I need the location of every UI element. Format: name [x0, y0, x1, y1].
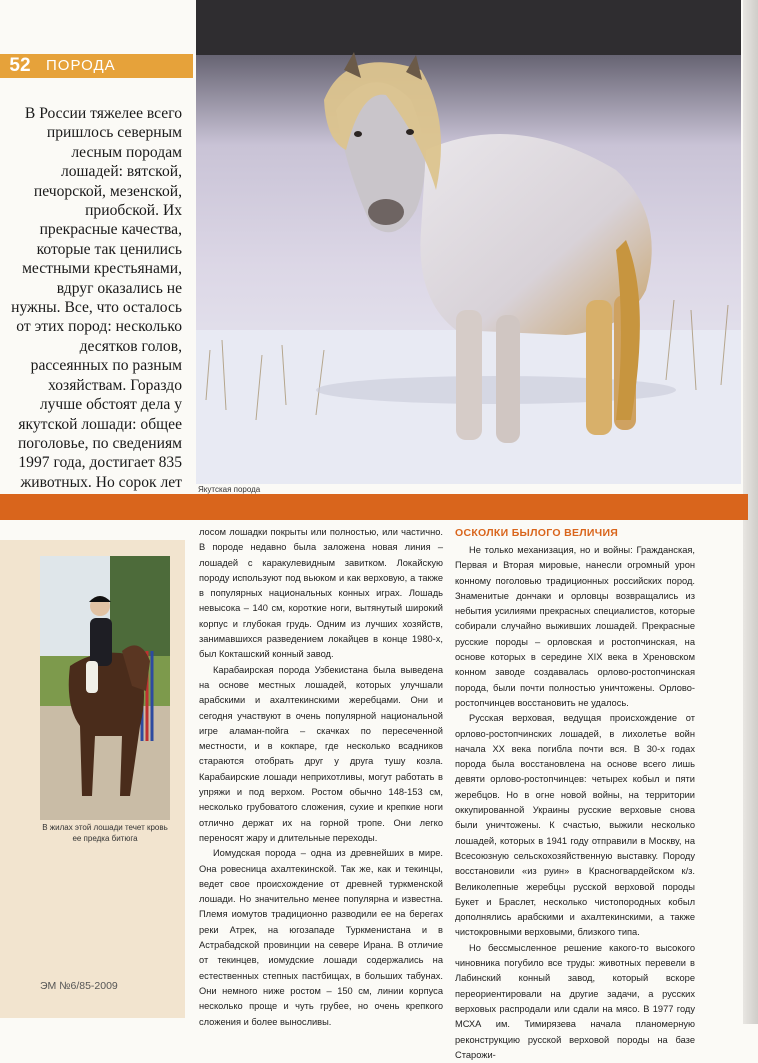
yakut-horse-photo — [196, 0, 741, 484]
column1-paragraph: Иомудская порода – одна из древнейших в мире. Она ровесница ахалтекинской. Так же, как и текинцы, ведет свое происхождение от древней туркменской лошади. Но значительно менее популярна и известна. Племя иомутов традиционно разводили ее на берегах реки Атрек, на югозападе Туркменистана и в Астрабадской провинции на севере Ирана. В отличие от текинцев, иомудские лошади содержались на естественных степных пастбищах, в больших табунах. Они немного ниже ростом – 150 см, линии корпуса несколько проще и чуть грубее, но очень крепкого сложения и более выносливы. — [199, 848, 443, 1027]
section-title: ПОРОДА — [40, 54, 193, 78]
article-column-1 — [199, 525, 443, 1030]
main-photo-caption: Якутская порода — [198, 485, 261, 494]
column1-paragraph: Карабаирская порода Узбекистана была выведена на основе местных лошадей, которых улучшали арабскими и ахалтекинскими жеребцами. Они и сегодня участвуют в очень популярной национальной игре аламан-пойга – скачках по пересеченной местности, и в кокпаре, где несколько всадников стараются отобрать друг у друга тушу козла. Карабаирские лошади неприхотливы, могут работать в упряжи и под верхом. Ростом обычно 148-153 см, несколько грубоватого сложения, сухие и крепкие ноги отлично держат их на горной тропе. Они легко переносят жару и длительные переходы. — [199, 664, 443, 843]
side-photo-caption: В жилах этой лошади течет кровь ее предка битюга — [42, 823, 168, 843]
column2-paragraph: Но бессмысленное решение какого-то высокого чиновника погубило все труды: животных перевели в Лабинский конный завод, который вскоре переориентировали на другие задачи, а русских верховых распродали или сдали на мясо. В 1977 году МСХА им. Тимирязева начала планомерную реконструкцию русской верховой породы на базе Старожи- — [455, 942, 695, 1060]
article-column-2 — [455, 543, 695, 1063]
orange-divider-band — [0, 494, 748, 520]
page-number: 52 — [0, 54, 40, 78]
yakut-horse-illustration — [196, 0, 741, 484]
column2-paragraph: Не только механизация, но и войны: Гражданская, Первая и Вторая мировые, нанесли огромный урон конному поголовью традиционных российских пород. Знаменитые дончаки и орловцы возвращались из небытия усилиями прекрасных специалистов, которые собирали случайно выживших лошадей. Прекрасные русские породы – орловская и ростопчинская, на основе которых в середине XIX века в Хреновском конном заводе создавалась орлово-ростопчинская порода, были почти полностью уничтожены. Орлово-ростопчинцев восстановить не удалось. — [455, 545, 695, 708]
intro-text: В России тяжелее всего пришлось северным лесным породам лошадей: вятской, печорской, мезенской, приобской. Их прекрасные качества, которые так ценились местными крестьянами, вдруг оказались не нужны. Все, что осталось от этих пород: несколько десятков голов, рассеянных по разным хозяйствам. Гораздо лучше обстоят дела у якутской лошади: общее поголовье, по сведениям 1997 года, достигает 835 животных. Но сорок лет — [11, 105, 182, 491]
rider-horse-illustration — [40, 556, 170, 820]
rider-horse-photo — [40, 556, 170, 820]
column2-heading: ОСКОЛКИ БЫЛОГО ВЕЛИЧИЯ — [455, 527, 619, 539]
column2-paragraph: Русская верховая, ведущая происхождение от орлово-ростопчинских лошадей, в лихолетье войн начала XX века погибла почти вся. В 30-х годах порода была восстановлена на основе всего лишь девяти орлово-ростопчинцев: четырех кобыл и пяти жеребцов. Но в огне новой войны, на территории оккупированной Украины русские верховые снова были уничтожены. К счастью, выжили несколько лошадей, которых в 1941 году отправили в Москву, на Всесоюзную сельскохозяйственную выставку. Породу восстановили «из руин» в Красногвардейском к/з. Великолепные жеребцы русской верховой породы Букет и Браслет, несколько чистопородных кобыл дополнялись арабскими и ахалтекинскими, а также чистокровными верховыми, близкого типа. — [455, 713, 695, 938]
issue-footer: ЭМ №6/85-2009 — [40, 980, 118, 992]
column1-paragraph: лосом лошадки покрыты или полностью, или частично. В породе недавно была заложена новая линия – лошадей с каракулевидным завитком. Локайскую породу используют под вьюком и как верховую, а также в популярных национальных конных играх. Лошадь невысока – 140 см, короткие ноги, вытянутый широкий корпус и глубокая грудь. Одним из лучших хозяйств, занимавшихся разведением локайцев в конце 1980-х, был Кокташский конный завод. — [199, 527, 443, 660]
